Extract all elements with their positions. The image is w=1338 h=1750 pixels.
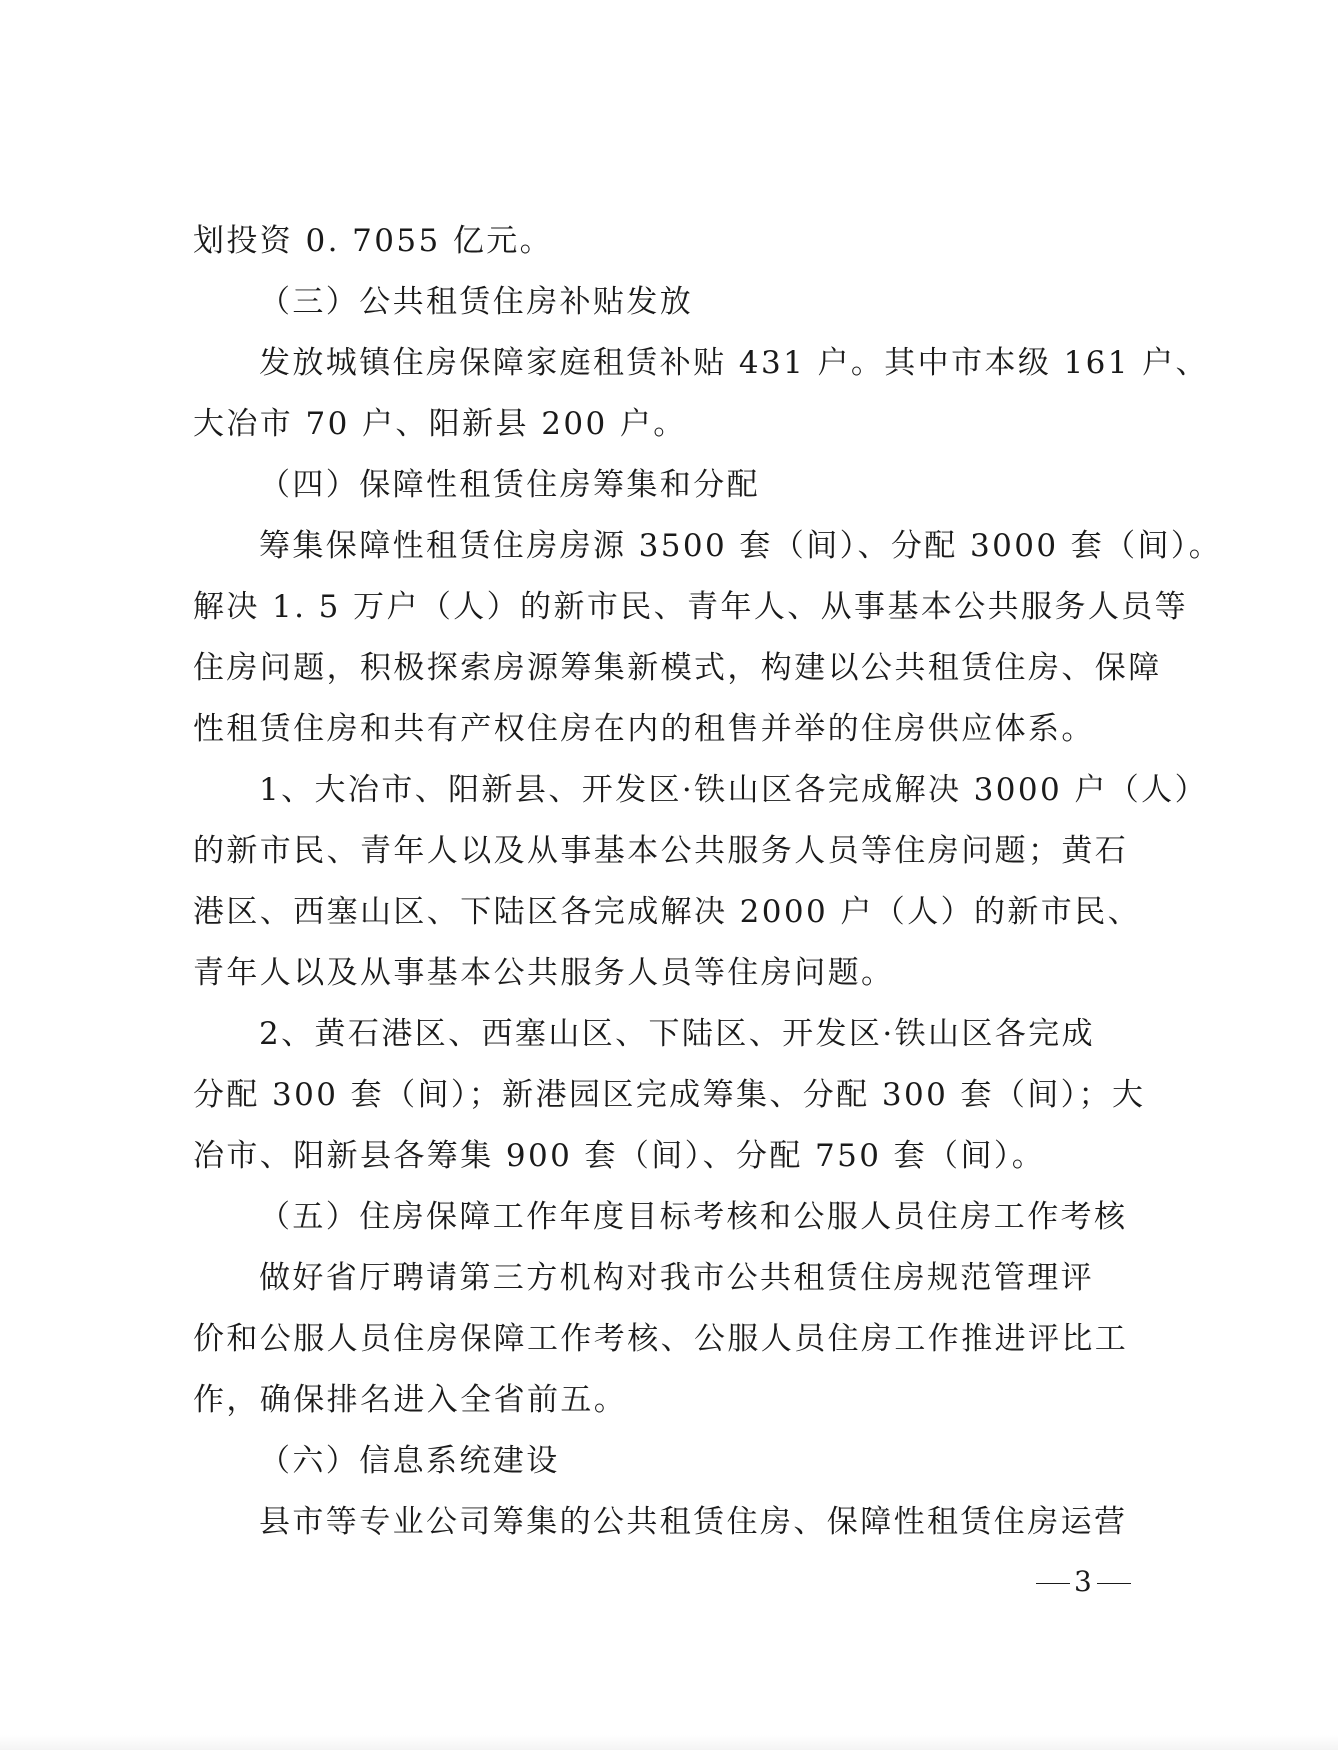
- text-line: 分配 300 套（间）；新港园区完成筹集、分配 300 套（间）；大: [193, 1077, 1146, 1113]
- text-line: 大冶市 70 户、阳新县 200 户。: [193, 406, 687, 442]
- text-line: 做好省厅聘请第三方机构对我市公共租赁住房规范管理评: [259, 1260, 1094, 1296]
- text-line: 价和公服人员住房保障工作考核、公服人员住房工作推进评比工: [193, 1321, 1129, 1357]
- section-heading-five: （五）住房保障工作年度目标考核和公服人员住房工作考核: [259, 1199, 1128, 1235]
- section-heading-three: （三）公共租赁住房补贴发放: [259, 284, 694, 320]
- text-line: 青年人以及从事基本公共服务人员等住房问题。: [193, 955, 895, 991]
- text-line: 住房问题，积极探索房源筹集新模式，构建以公共租赁住房、保障: [193, 650, 1162, 686]
- text-line: 发放城镇住房保障家庭租赁补贴 431 户。其中市本级 161 户、: [259, 345, 1209, 381]
- text-line: 的新市民、青年人以及从事基本公共服务人员等住房问题；黄石: [193, 833, 1129, 869]
- text-line: 作，确保排名进入全省前五。: [193, 1382, 628, 1418]
- document-body: [193, 211, 1223, 1553]
- section-heading-four: （四）保障性租赁住房筹集和分配: [259, 467, 760, 503]
- dash-right: [1097, 1583, 1131, 1584]
- list-item-one: 1、大冶市、阳新县、开发区·铁山区各完成解决 3000 户（人）: [259, 772, 1208, 808]
- text-line: 性租赁住房和共有产权住房在内的租售并举的住房供应体系。: [193, 711, 1095, 747]
- text-line: 港区、西塞山区、下陆区各完成解决 2000 户（人）的新市民、: [193, 894, 1141, 930]
- page-bottom-edge: [0, 1735, 1338, 1750]
- text-line: 冶市、阳新县各筹集 900 套（间）、分配 750 套（间）。: [193, 1138, 1046, 1174]
- page-number: [1032, 1562, 1172, 1602]
- text-line: 筹集保障性租赁住房房源 3500 套（间）、分配 3000 套（间）。: [259, 528, 1223, 564]
- dash-left: [1036, 1583, 1070, 1584]
- text-line: 划投资 0. 7055 亿元。: [193, 223, 554, 259]
- list-item-two: 2、黄石港区、西塞山区、下陆区、开发区·铁山区各完成: [259, 1016, 1095, 1052]
- page-number-value: 3: [1074, 1565, 1093, 1598]
- section-heading-six: （六）信息系统建设: [259, 1443, 560, 1479]
- text-line: 县市等专业公司筹集的公共租赁住房、保障性租赁住房运营: [259, 1504, 1128, 1540]
- text-line: 解决 1. 5 万户（人）的新市民、青年人、从事基本公共服务人员等: [193, 589, 1189, 625]
